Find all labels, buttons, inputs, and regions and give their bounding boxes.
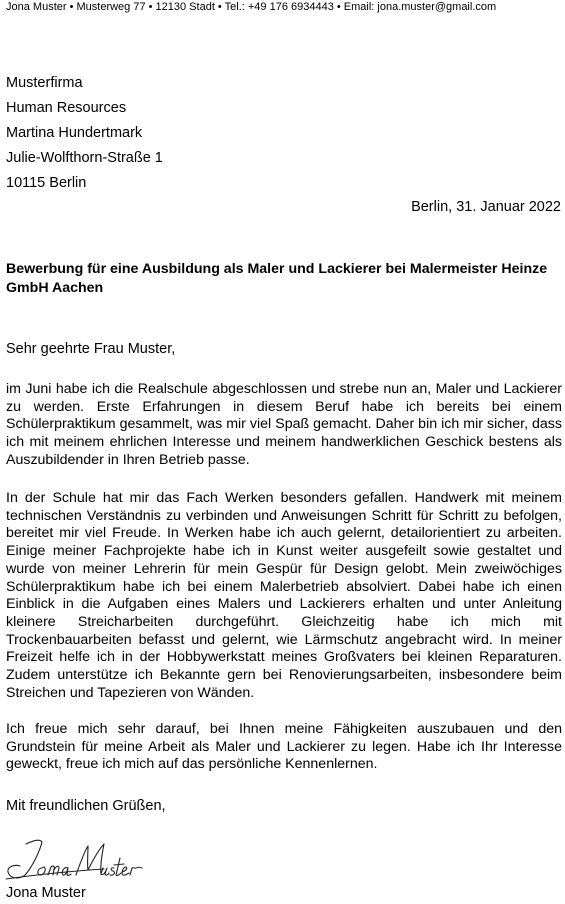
letter-subject: Bewerbung für eine Ausbildung als Maler und Lackierer bei Malermeister Heinze GmbH Aachen	[6, 261, 548, 296]
recipient-city: 10115 Berlin	[6, 175, 87, 191]
letter-date: Berlin, 31. Januar 2022	[411, 199, 561, 215]
recipient-department: Human Resources	[6, 100, 127, 116]
body-paragraph-1: im Juni habe ich die Realschule abgeschlossen und strebe nun an, Maler und Lackierer zu werden. Erste Erfahrungen in diesem Beruf habe ich bereits bei einem Schülerpraktikum gesammelt, was mir viel Spaß gemacht. Daher bin ich mir sicher, dass ich mit meinem ehrlichen Interesse und meinem handwerklichen Geschick bestens als Auszubildender in Ihren Betrieb passe.	[6, 381, 562, 468]
closing-phrase: Mit freundlichen Grüßen,	[6, 798, 166, 814]
recipient-address	[6, 71, 163, 196]
body-paragraph-2: In der Schule hat mir das Fach Werken besonders gefallen. Handwerk mit meinem technischen Verständnis zu verbinden und Anweisungen Schritt für Schritt zu befolgen, bereitet mir viel Freude. In Werken habe ich auch gelernt, detailorientiert zu arbeiten. Einige meiner Fachprojekte habe ich in Kunst weiter ausgefeilt sowie gestaltet und wurde von meiner Lehrerin für mein Gespür für Design gelobt. Mein zweiwöchiges Schülerpraktikum habe ich bei einem Malerbetrieb absolviert. Dabei habe ich einen Einblick in die Aufgaben eines Malers und Lackierers erhalten und unter Anleitung kleinere Streicharbeiten durchgeführt. Gleichzeitig habe ich mich mit Trockenbauarbeiten befasst und gelernt, wie Lärmschutz angebracht wird. In meiner Freizeit helfe ich in der Hobbywerkstatt meines Großvaters bei kleinen Reparaturen. Zudem unterstütze ich Bekannte gern bei Renovierungsarbeiten, insbesondere beim Streichen und Tapezieren von Wänden.	[6, 490, 562, 701]
recipient-company: Musterfirma	[6, 75, 83, 91]
body-paragraph-3: Ich freue mich sehr darauf, bei Ihnen meine Fähigkeiten auszubauen und den Grundstein für meine Arbeit als Maler und Lackierer zu legen. Habe ich Ihr Interesse geweckt, freue ich mich auf das persönliche Kennenlernen.	[6, 721, 562, 773]
salutation: Sehr geehrte Frau Muster,	[6, 341, 176, 357]
sender-contact-line: Jona Muster • Musterweg 77 • 12130 Stadt • Tel.: +49 176 6934443 • Email: jona.muster@gmail.com	[6, 1, 497, 13]
handwritten-signature	[4, 834, 144, 882]
recipient-contact: Martina Hundertmark	[6, 125, 143, 141]
signer-name: Jona Muster	[6, 885, 86, 901]
recipient-street: Julie-Wolfthorn-Straße 1	[6, 150, 163, 166]
